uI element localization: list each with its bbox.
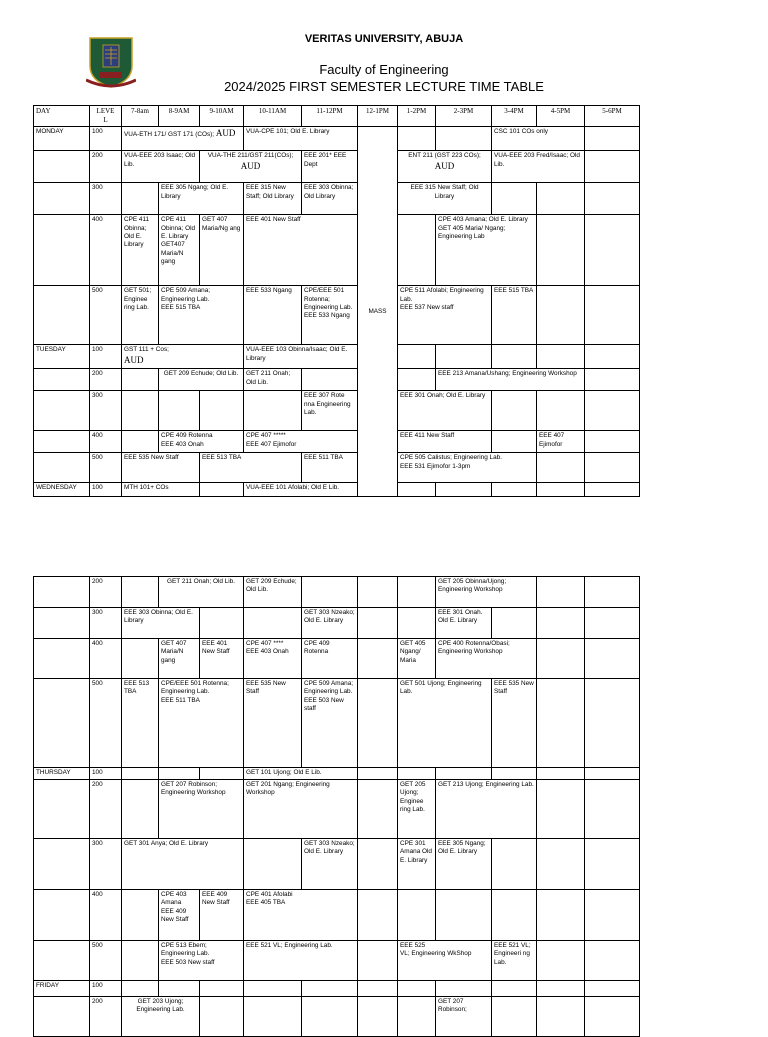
class-cell [537, 768, 585, 780]
class-cell: GET 501; Enginee ring Lab. [122, 286, 159, 345]
table-row [34, 997, 640, 1037]
col-header-12-1pm: 12-1PM [358, 106, 398, 127]
class-cell: GET 405 Ngang/ Maria [398, 639, 436, 679]
class-cell [436, 890, 492, 941]
class-cell: EEE 305 Ngang; Old E. Library [159, 183, 244, 215]
class-cell: EEE 315 New Staff; Old Library [398, 183, 492, 215]
class-cell [585, 768, 640, 780]
table-row [34, 453, 640, 483]
class-cell [585, 345, 640, 369]
level-cell: 500 [90, 941, 122, 981]
class-cell [200, 391, 244, 431]
class-cell: EEE 513 TBA [200, 453, 302, 483]
class-cell [159, 391, 200, 431]
class-cell [585, 369, 640, 391]
day-cell [34, 941, 90, 981]
class-cell: EEE 301 Onah; Old E. Library [398, 391, 492, 431]
col-header-10-11am: 10-11AM [244, 106, 302, 127]
level-cell: 500 [90, 679, 122, 768]
table-row [34, 127, 640, 151]
class-cell [398, 981, 436, 997]
class-cell [537, 608, 585, 639]
class-cell: GET 303 Nzeako; Old E. Library [302, 839, 358, 890]
class-cell [398, 768, 436, 780]
level-cell: 500 [90, 286, 122, 345]
class-cell: MTH 101+ COs [122, 483, 200, 497]
day-cell [34, 151, 90, 183]
class-cell: GET 203 Ujong; Engineering Lab. [122, 997, 200, 1037]
level-cell: 300 [90, 391, 122, 431]
table-row [34, 639, 640, 679]
level-cell: 400 [90, 431, 122, 453]
table-row [34, 391, 640, 431]
class-cell [585, 941, 640, 981]
class-cell [492, 391, 537, 431]
timetable-part-1 [33, 105, 640, 497]
class-cell [122, 981, 159, 997]
day-cell [34, 183, 90, 215]
class-cell: EEE 535 New Staff [492, 679, 537, 768]
class-cell [200, 483, 244, 497]
day-cell [34, 577, 90, 608]
table-row [34, 183, 640, 215]
class-cell [122, 369, 159, 391]
class-cell [492, 345, 537, 369]
class-cell: VUA-EEE 203 Isaac; Old Lib. [122, 151, 200, 183]
class-cell [122, 183, 159, 215]
table-row [34, 941, 640, 981]
class-cell [585, 151, 640, 183]
class-cell [358, 679, 398, 768]
col-header-2-3pm: 2-3PM [436, 106, 492, 127]
class-cell: CPE 403 Amana EEE 409 New Staff [159, 890, 200, 941]
class-cell [398, 215, 436, 286]
faculty-name: Faculty of Engineering [319, 62, 449, 77]
class-cell [537, 981, 585, 997]
day-label: MONDAY [34, 127, 90, 151]
class-cell: EEE 305 Ngang; Old E. Library [436, 839, 492, 890]
class-cell [585, 639, 640, 679]
class-cell [436, 127, 492, 151]
class-cell [200, 768, 244, 780]
class-cell [585, 431, 640, 453]
class-cell [585, 577, 640, 608]
class-cell: EEE 533 Ngang [244, 286, 302, 345]
timetable-part-2 [33, 576, 640, 1037]
class-cell [358, 608, 398, 639]
class-cell [436, 345, 492, 369]
level-cell: 300 [90, 839, 122, 890]
class-cell [436, 768, 492, 780]
class-cell: GET 501 Ujong; Engineering Lab. [398, 679, 492, 768]
col-header-5-6pm: 5-6PM [585, 106, 640, 127]
class-cell: EEE 301 Onah. Old E. Library [436, 608, 492, 639]
class-cell [358, 839, 398, 890]
class-cell: EEE 401 New Staff [244, 215, 358, 286]
class-cell: CPE 403 Amana; Old E. Library GET 405 Maria/ Ngang; Engineering Lab [436, 215, 537, 286]
class-cell [537, 453, 585, 483]
class-cell: CPE 407 ***** EEE 407 Ejimofor [244, 431, 358, 453]
class-cell [585, 608, 640, 639]
class-cell [244, 839, 302, 890]
class-cell [492, 768, 537, 780]
class-cell: GET 207 Robinson; Engineering Workshop [159, 780, 244, 839]
class-cell [585, 679, 640, 768]
class-cell [200, 608, 244, 639]
class-cell: CPE 411 Obinna; Old E. Library [122, 215, 159, 286]
col-header-7-8am: 7-8am [122, 106, 159, 127]
class-cell [122, 391, 159, 431]
class-cell: EEE 307 Rote nna Engineering Lab. [302, 391, 358, 431]
class-cell: GET 205 Ujong; Enginee ring Lab. [398, 780, 436, 839]
class-cell: CPE/EEE 501 Rotenna; Engineering Lab. EEE 533 Ngang [302, 286, 358, 345]
day-cell [34, 453, 90, 483]
class-cell [492, 608, 537, 639]
col-header-level: LEVE L [90, 106, 122, 127]
col-header-1-2pm: 1-2PM [398, 106, 436, 127]
class-cell [302, 577, 358, 608]
level-cell: 100 [90, 345, 122, 369]
class-cell [585, 780, 640, 839]
class-cell: VUA-EEE 203 Fred/Isaac; Old Lib. [492, 151, 585, 183]
class-cell: EEE 303 Obinna; Old Library [302, 183, 358, 215]
day-cell [34, 369, 90, 391]
class-cell: GET 303 Nzeako; Old E. Library [302, 608, 358, 639]
class-cell: EEE 535 New Staff [122, 453, 200, 483]
table-row [34, 215, 640, 286]
level-cell: 500 [90, 453, 122, 483]
class-cell: GET 205 Obinna/Ujong; Engineering Workshop [436, 577, 537, 608]
table-row [34, 679, 640, 768]
class-cell [244, 981, 302, 997]
class-cell: CPE 511 Afolabi; Engineering Lab. EEE 537 New staff [398, 286, 492, 345]
class-cell [358, 890, 398, 941]
table-row [34, 483, 640, 497]
class-cell: GET 201 Ngang; Engineering Workshop [244, 780, 358, 839]
table-row [34, 577, 640, 608]
class-cell [398, 127, 436, 151]
class-cell [244, 608, 302, 639]
class-cell [537, 890, 585, 941]
class-cell [122, 941, 159, 981]
class-cell: EEE 303 Obinna; Old E. Library [122, 608, 200, 639]
class-cell [436, 483, 492, 497]
day-label: WEDNESDAY [34, 483, 90, 497]
level-cell: 100 [90, 981, 122, 997]
col-header-day: DAY [34, 106, 90, 127]
day-cell [34, 286, 90, 345]
class-cell: CPE 411 Obinna; Old E. Library GET407 Maria/N gang [159, 215, 200, 286]
class-cell: CPE 409 Rotenna [302, 639, 358, 679]
col-header-4-5pm: 4-5PM [537, 106, 585, 127]
university-name: VERITAS UNIVERSITY, ABUJA [304, 33, 464, 45]
level-cell: 100 [90, 127, 122, 151]
class-cell [585, 183, 640, 215]
day-label: THURSDAY [34, 768, 90, 780]
mass-cell: MASS [358, 127, 398, 497]
class-cell: EEE 411 New Staff [398, 431, 492, 453]
table-row [34, 151, 640, 183]
timetable-title: 2024/2025 FIRST SEMESTER LECTURE TIME TABLE [224, 79, 544, 94]
class-cell [492, 483, 537, 497]
level-cell: 200 [90, 997, 122, 1037]
class-cell [358, 941, 398, 981]
class-cell [585, 981, 640, 997]
class-cell: EEE 201* EEE Dept [302, 151, 358, 183]
class-cell: VUA-ETH 171/ GST 171 (COs); AUD [122, 127, 244, 151]
class-cell [398, 577, 436, 608]
class-cell [585, 286, 640, 345]
class-cell: GET 209 Echude; Old Lib. [244, 577, 302, 608]
class-cell: GET 207 Robinson; [436, 997, 492, 1037]
class-cell [398, 608, 436, 639]
table-row [34, 286, 640, 345]
day-cell [34, 890, 90, 941]
class-cell [585, 890, 640, 941]
table-row [34, 981, 640, 997]
class-cell [398, 483, 436, 497]
class-cell [358, 780, 398, 839]
day-cell [34, 431, 90, 453]
class-cell [358, 577, 398, 608]
table-row [34, 345, 640, 369]
col-header-3-4pm: 3-4PM [492, 106, 537, 127]
level-cell: 200 [90, 577, 122, 608]
class-cell [122, 780, 159, 839]
table-row [34, 839, 640, 890]
class-cell: GET 211 Onah; Old Lib. [244, 369, 302, 391]
day-label: TUESDAY [34, 345, 90, 369]
col-header-11-12pm: 11-12PM [302, 106, 358, 127]
level-cell: 200 [90, 151, 122, 183]
level-cell: 400 [90, 890, 122, 941]
class-cell [122, 431, 159, 453]
class-cell: EEE 525 VL; Engineering WkShop [398, 941, 492, 981]
class-cell: EEE 521 VL; Engineering Lab. [244, 941, 358, 981]
class-cell [398, 345, 436, 369]
col-header-9-10am: 9-10AM [200, 106, 244, 127]
day-cell [34, 215, 90, 286]
class-cell: CPE 401 Afolabi EEE 405 TBA [244, 890, 358, 941]
level-cell: 300 [90, 183, 122, 215]
class-cell: EEE 515 TBA [492, 286, 537, 345]
table-row [34, 768, 640, 780]
class-cell [358, 639, 398, 679]
class-cell [537, 679, 585, 768]
class-cell [436, 981, 492, 997]
class-cell: EEE 401 New Staff [200, 639, 244, 679]
class-cell [302, 997, 358, 1037]
day-cell [34, 608, 90, 639]
class-cell: VUA-THE 211/GST 211(COs); AUD [200, 151, 302, 183]
class-cell: CPE 301 Amana Old E. Library [398, 839, 436, 890]
level-cell: 400 [90, 639, 122, 679]
class-cell: VUA-CPE 101; Old E. Library [244, 127, 358, 151]
class-cell [492, 890, 537, 941]
header-row [34, 106, 640, 127]
level-cell: 100 [90, 768, 122, 780]
day-cell [34, 679, 90, 768]
class-cell: GET 101 Ujong; Old E Lib. [244, 768, 358, 780]
class-cell [244, 997, 302, 1037]
class-cell: EEE 535 New Staff [244, 679, 302, 768]
table-row [34, 890, 640, 941]
day-cell [34, 391, 90, 431]
class-cell [398, 369, 436, 391]
class-cell [537, 215, 585, 286]
class-cell [537, 577, 585, 608]
class-cell [492, 431, 537, 453]
class-cell: GET 211 Onah; Old Lib. [159, 577, 244, 608]
class-cell [358, 981, 398, 997]
class-cell [244, 391, 302, 431]
class-cell: GET 407 Maria/N gang [159, 639, 200, 679]
class-cell [398, 890, 436, 941]
class-cell [537, 345, 585, 369]
class-cell [585, 215, 640, 286]
class-cell [537, 286, 585, 345]
class-cell [537, 391, 585, 431]
level-cell: 300 [90, 608, 122, 639]
class-cell [302, 981, 358, 997]
class-cell [358, 997, 398, 1037]
level-cell: 200 [90, 369, 122, 391]
table-row [34, 608, 640, 639]
class-cell: EEE 511 TBA [302, 453, 358, 483]
class-cell: GET 407 Maria/Ng ang [200, 215, 244, 286]
level-cell: 400 [90, 215, 122, 286]
class-cell [358, 768, 398, 780]
class-cell: CPE 400 Rotenna/Obasi; Engineering Workshop [436, 639, 537, 679]
class-cell [585, 453, 640, 483]
class-cell: GET 301 Anya; Old E. Library [122, 839, 244, 890]
class-cell: CSC 101 COs only [492, 127, 585, 151]
class-cell [122, 639, 159, 679]
class-cell: VUA-EEE 101 Afolabi; Old E Lib. [244, 483, 358, 497]
class-cell [159, 768, 200, 780]
table-row [34, 780, 640, 839]
class-cell [585, 391, 640, 431]
class-cell [585, 483, 640, 497]
day-label: FRIDAY [34, 981, 90, 997]
class-cell: ENT 211 (GST 223 COs); AUD [398, 151, 492, 183]
class-cell: EEE 315 New Staff; Old Library [244, 183, 302, 215]
class-cell [492, 981, 537, 997]
class-cell [122, 577, 159, 608]
class-cell [302, 369, 358, 391]
class-cell: CPE 513 Ebem; Engineering Lab. EEE 503 New staff [159, 941, 244, 981]
class-cell [537, 839, 585, 890]
class-cell: GET 213 Ujong; Engineering Lab. [436, 780, 537, 839]
class-cell: EEE 213 Amana/Ushang; Engineering Workshop [436, 369, 585, 391]
class-cell [200, 981, 244, 997]
class-cell [537, 997, 585, 1037]
class-cell: EEE 521 VL; Engineeri ng Lab. [492, 941, 537, 981]
class-cell: CPE/EEE 501 Rotenna; Engineering Lab. EEE 511 TBA [159, 679, 244, 768]
class-cell [585, 127, 640, 151]
class-cell: EEE 409 New Staff [200, 890, 244, 941]
class-cell [537, 639, 585, 679]
day-cell [34, 839, 90, 890]
class-cell: GET 209 Echude; Old Lib. [159, 369, 244, 391]
class-cell: CPE 409 Rotenna EEE 403 Onah [159, 431, 244, 453]
level-cell: 100 [90, 483, 122, 497]
class-cell [537, 780, 585, 839]
class-cell: EEE 513 TBA [122, 679, 159, 768]
table-row [34, 431, 640, 453]
table-row [34, 369, 640, 391]
class-cell: EEE 407 Ejimofor [537, 431, 585, 453]
class-cell [122, 890, 159, 941]
class-cell: CPE 509 Amana; Engineering Lab. EEE 515 TBA [159, 286, 244, 345]
class-cell: GST 111 + Cos; AUD [122, 345, 244, 369]
class-cell [585, 997, 640, 1037]
class-cell [537, 183, 585, 215]
class-cell: CPE 509 Amana; Engineering Lab. EEE 503 New staff [302, 679, 358, 768]
class-cell [537, 941, 585, 981]
class-cell [398, 997, 436, 1037]
class-cell [492, 997, 537, 1037]
class-cell [200, 997, 244, 1037]
class-cell [159, 981, 200, 997]
day-cell [34, 639, 90, 679]
class-cell: CPE 407 **** EEE 403 Onah [244, 639, 302, 679]
class-cell: VUA-EEE 103 Obinna/Isaac; Old E. Library [244, 345, 358, 369]
class-cell: CPE 505 Calistus; Engineering Lab. EEE 531 Ejimofor 1-3pm [398, 453, 537, 483]
class-cell [537, 483, 585, 497]
class-cell [122, 768, 159, 780]
class-cell [492, 183, 537, 215]
class-cell [585, 839, 640, 890]
day-cell [34, 997, 90, 1037]
level-cell: 200 [90, 780, 122, 839]
col-header-8-9am: 8-9AM [159, 106, 200, 127]
class-cell [492, 839, 537, 890]
day-cell [34, 780, 90, 839]
